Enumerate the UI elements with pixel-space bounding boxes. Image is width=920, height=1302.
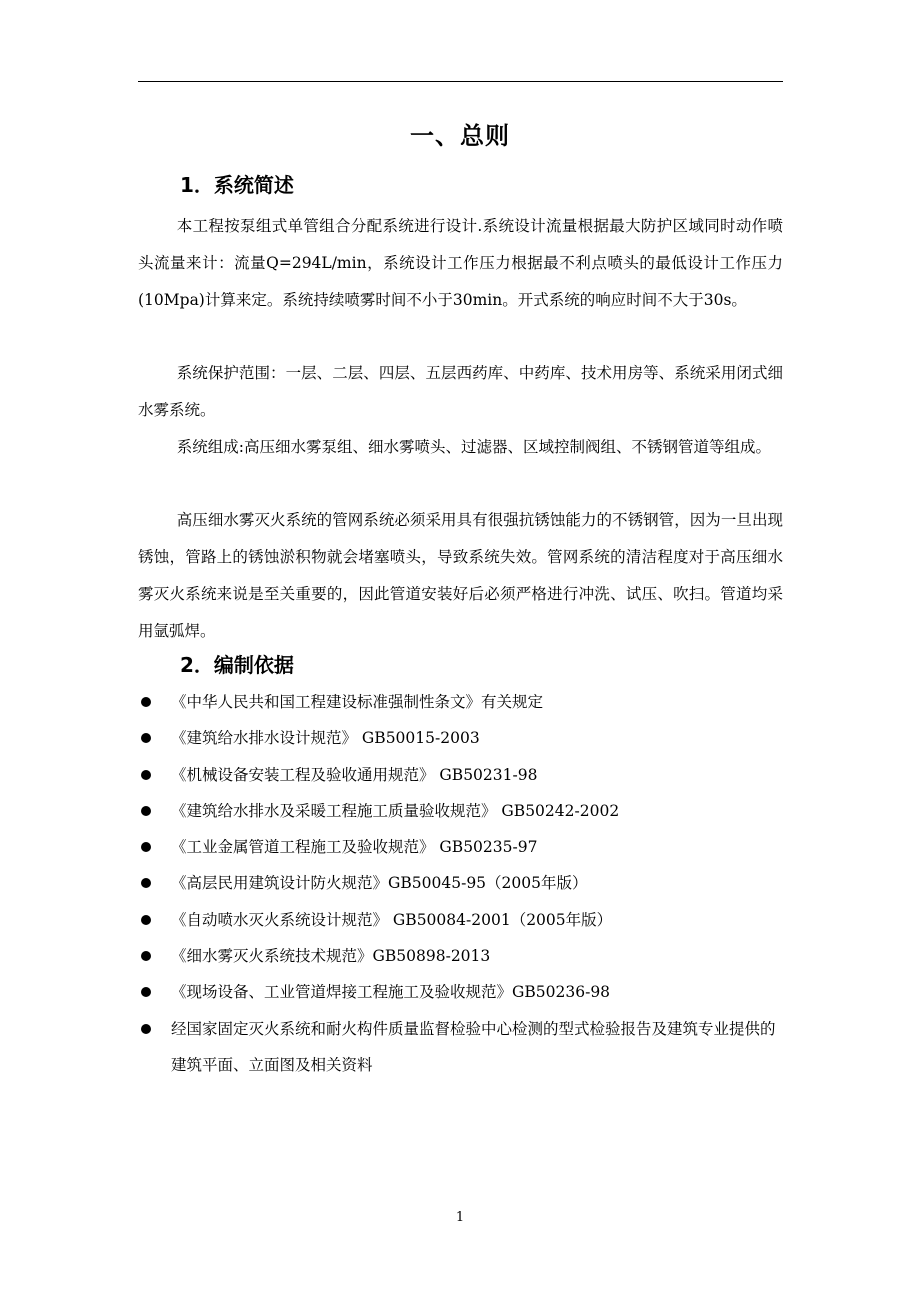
list-item-text: 《自动喷水灭火系统设计规范》 GB50084-2001（2005年版）	[171, 910, 613, 929]
list-item	[138, 684, 788, 720]
list-item-text: 《机械设备安装工程及验收通用规范》 GB50231-98	[171, 765, 538, 784]
paragraph-system-components: 系统组成:高压细水雾泵组、细水雾喷头、过滤器、区域控制阀组、不锈钢管道等组成。	[176, 438, 771, 456]
bullet-icon	[141, 878, 151, 888]
list-item	[138, 865, 788, 901]
list-item-text: 《细水雾灭火系统技术规范》GB50898-2013	[171, 947, 491, 966]
list-item	[138, 793, 788, 829]
list-item-text: 经国家固定灭火系统和耐火构件质量监督检验中心检测的型式检验报告及建筑专业提供的建筑平面、立面图及相关资料	[171, 1019, 776, 1074]
header-rule	[138, 81, 783, 82]
bullet-icon	[141, 842, 151, 852]
bullet-icon	[141, 951, 151, 961]
list-item	[138, 902, 788, 938]
list-item-text: 《现场设备、工业管道焊接工程施工及验收规范》GB50236-98	[171, 983, 611, 1002]
list-item	[138, 1011, 788, 1084]
list-item	[138, 938, 788, 974]
section-heading-compilation-basis: 2．编制依据	[180, 653, 294, 677]
paragraph-pipe-network: 高压细水雾灭火系统的管网系统必须采用具有很强抗锈蚀能力的不锈钢管，因为一旦出现锈蚀，管路上的锈蚀淤积物就会堵塞喷头，导致系统失效。管网系统的清洁程度对于高压细水雾灭火系统来说是至关重要的，因此管道安装好后必须严格进行冲洗、试压、吹扫。管道均采用氩弧焊。	[138, 511, 783, 640]
bullet-icon	[141, 733, 151, 743]
list-item	[138, 720, 788, 756]
paragraph-protection-scope: 系统保护范围：一层、二层、四层、五层西药库、中药库、技术用房等、系统采用闭式细水雾系统。	[138, 364, 783, 419]
reference-list	[138, 684, 788, 1083]
bullet-icon	[141, 915, 151, 925]
bullet-icon	[141, 697, 151, 707]
bullet-icon	[141, 806, 151, 816]
list-item-text: 《中华人民共和国工程建设标准强制性条文》有关规定	[171, 693, 544, 711]
list-item-text: 《高层民用建筑设计防火规范》GB50045-95（2005年版）	[171, 874, 588, 893]
list-item-text: 《建筑给水排水及采暖工程施工质量验收规范》 GB50242-2002	[171, 801, 620, 820]
list-item	[138, 829, 788, 865]
section-heading-system-overview: 1．系统简述	[180, 173, 294, 197]
bullet-icon	[141, 987, 151, 997]
list-item-text: 《工业金属管道工程施工及验收规范》 GB50235-97	[171, 838, 538, 857]
bullet-icon	[141, 1024, 151, 1034]
list-item	[138, 757, 788, 793]
page-number: 1	[455, 1210, 465, 1225]
list-item	[138, 974, 788, 1010]
bullet-icon	[141, 770, 151, 780]
paragraph-system-design: 本工程按泵组式单管组合分配系统进行设计.系统设计流量根据最大防护区域同时动作喷头流量来计：流量Q=294L/min，系统设计工作压力根据最不利点喷头的最低设计工作压力(10Mpa)计算来定。系统持续喷雾时间不小于30min。开式系统的响应时间不大于30s。	[138, 217, 783, 309]
page-title: 一、总则	[410, 122, 510, 150]
list-item-text: 《建筑给水排水设计规范》 GB50015-2003	[171, 729, 480, 748]
